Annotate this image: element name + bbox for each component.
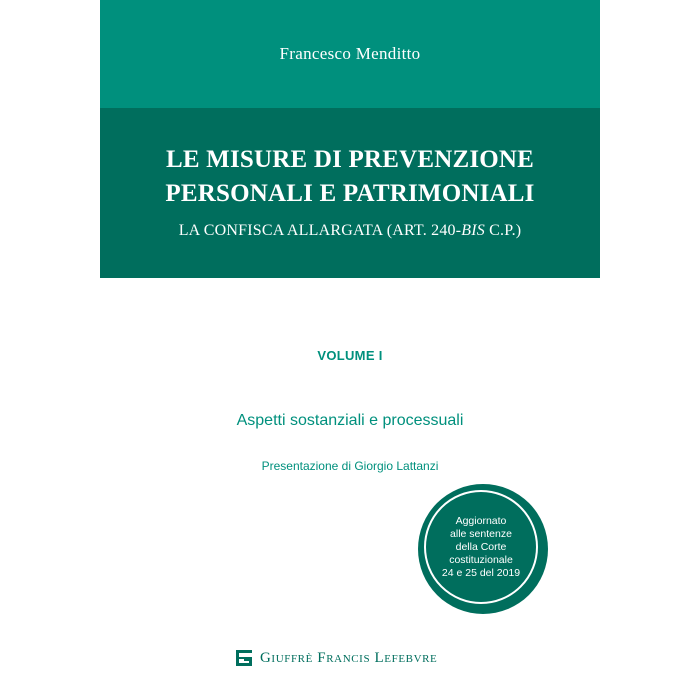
title-band <box>100 108 600 278</box>
badge-line: Aggiornato <box>455 514 507 527</box>
book-cover <box>100 0 600 700</box>
badge-line: della Corte <box>455 540 507 553</box>
badge-line: 24 e 25 del 2019 <box>441 566 521 579</box>
title-line-1: LE MISURE DI PREVENZIONE <box>165 146 535 173</box>
publisher-name: Giuffrè Francis Lefebvre <box>260 649 438 666</box>
update-badge-ring <box>424 490 538 604</box>
presentation-credit: Presentazione di Giorgio Lattanzi <box>261 459 439 473</box>
volume-subtitle: Aspetti sostanziali e processuali <box>236 412 464 429</box>
subtitle-part-1: LA CONFISCA ALLARGATA (ART. 240- <box>178 222 462 239</box>
publisher-logo <box>236 648 437 668</box>
badge-line: alle sentenze <box>450 527 512 540</box>
author-name: Francesco Menditto <box>279 44 421 63</box>
publisher-logo-icon <box>236 650 252 666</box>
badge-line: costituzionale <box>449 553 513 566</box>
subtitle-italic: BIS <box>461 222 485 239</box>
author-band <box>100 0 600 108</box>
title-line-2: PERSONALI E PATRIMONIALI <box>165 180 535 207</box>
update-badge <box>420 486 546 612</box>
subtitle-part-2: C.P.) <box>484 222 522 239</box>
subtitle <box>100 222 600 240</box>
volume-label: VOLUME I <box>317 348 383 363</box>
